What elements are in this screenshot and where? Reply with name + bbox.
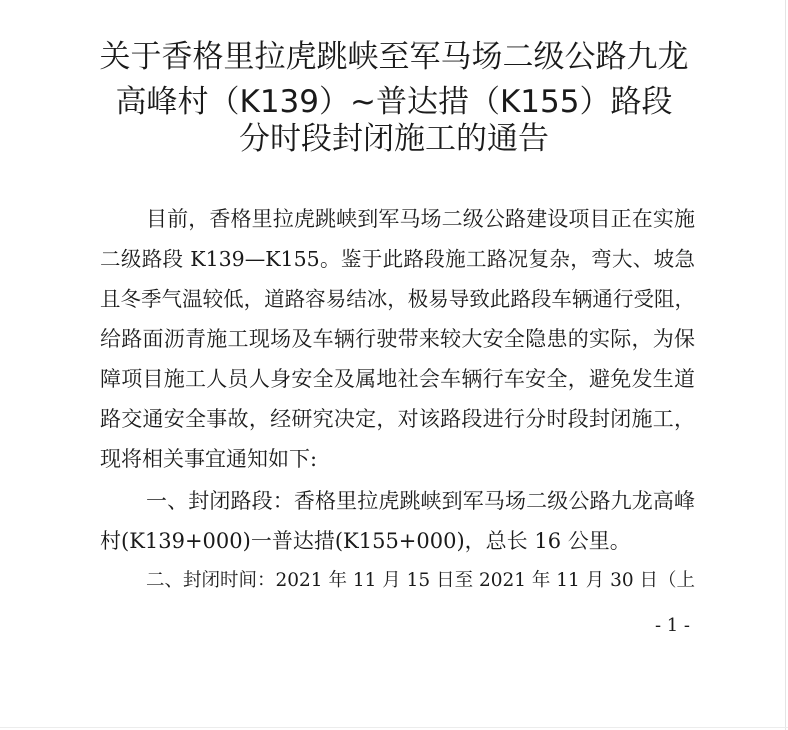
body-line: 二、封闭时间：2021 年 11 月 15 日至 2021 年 11 月 30 日（上 [146, 570, 696, 591]
body-line: 目前，香格里拉虎跳峡到军马场二级公路建设项目正在实施 [146, 207, 695, 231]
title-line-1: 关于香格里拉虎跳峡至军马场二级公路九龙 [99, 39, 689, 75]
page-number: - 1 - [654, 615, 690, 636]
body-line: 且冬季气温较低，道路容易结冰，极易导致此路段车辆通行受阻， [100, 287, 695, 311]
body-line: 现将相关事宜通知如下: [100, 447, 318, 471]
body-line: 路交通安全事故，经研究决定，对该路段进行分时段封闭施工， [100, 407, 695, 431]
title-line-3: 分时段封闭施工的通告 [239, 121, 549, 157]
page-bottom-divider [0, 727, 788, 728]
body-line: 障项目施工人员人身安全及属地社会车辆行车安全，避免发生道 [100, 367, 695, 391]
page-edge-divider [785, 0, 786, 730]
body-line: 村(K139+000)一普达措(K155+000)，总长 16 公里。 [100, 529, 631, 553]
body-line: 一、封闭路段：香格里拉虎跳峡到军马场二级公路九龙高峰 [146, 489, 695, 513]
body-line: 给路面沥青施工现场及车辆行驶带来较大安全隐患的实际，为保 [100, 327, 695, 351]
title-line-2: 高峰村（K139）~普达措（K155）路段 [115, 84, 673, 120]
body-line: 二级路段 K139—K155。鉴于此路段施工路况复杂，弯大、坡急 [100, 247, 695, 271]
